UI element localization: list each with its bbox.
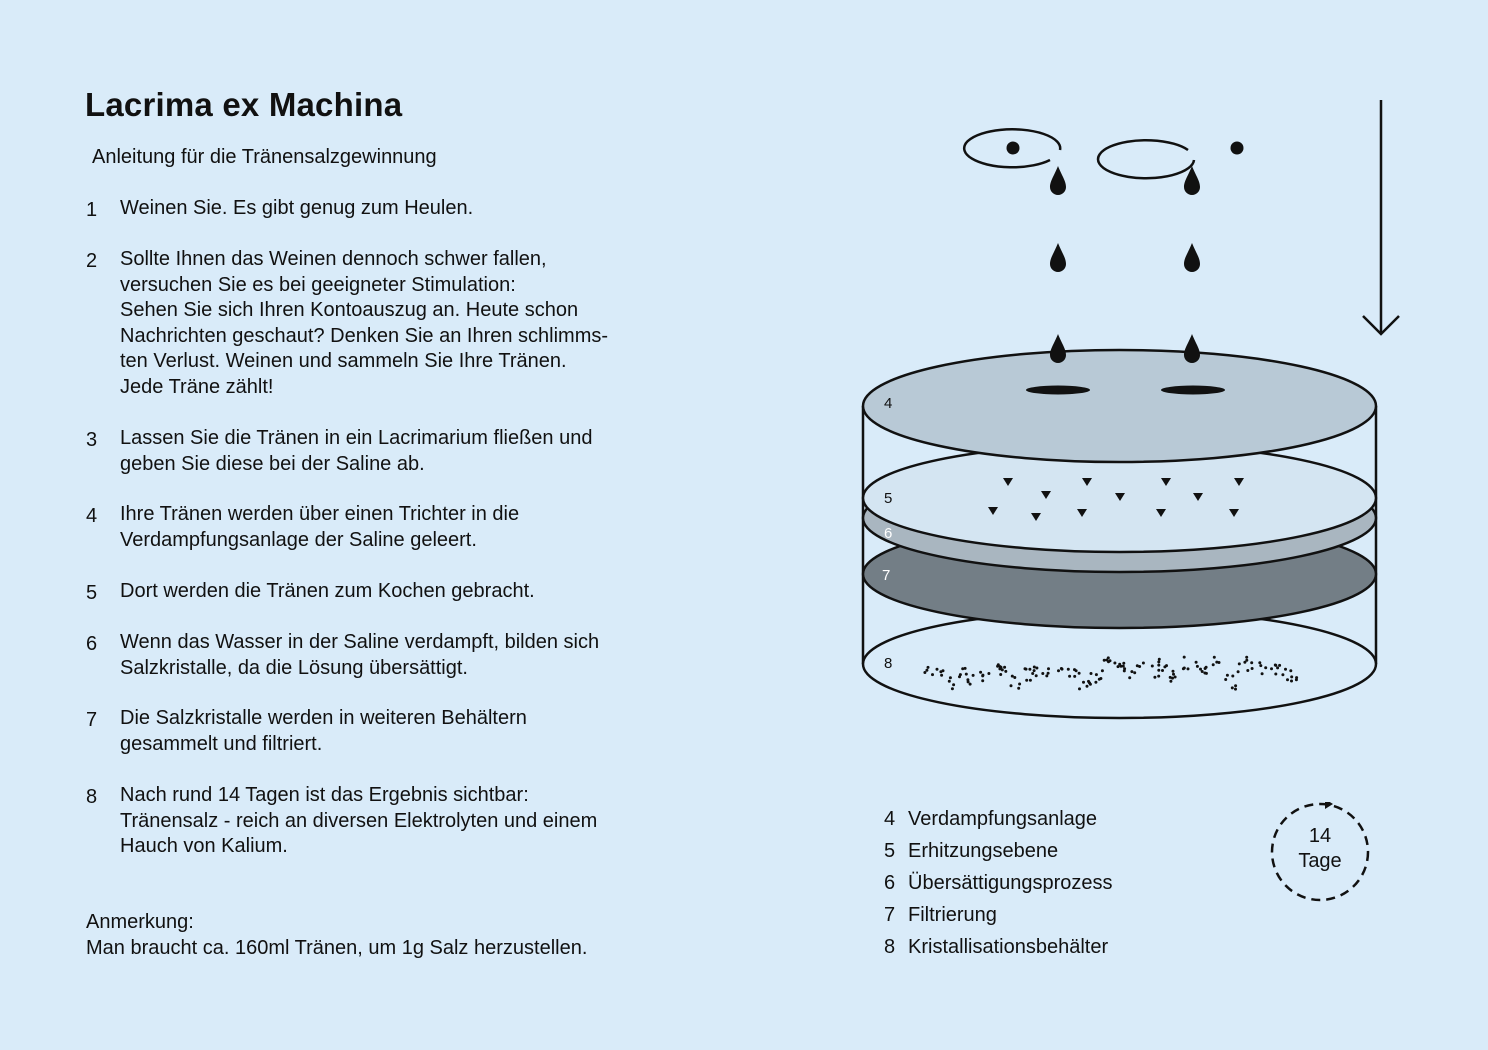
salt-crystal-dot bbox=[1171, 677, 1174, 680]
salt-crystal-dot bbox=[1078, 672, 1081, 675]
salt-crystal-dot bbox=[1136, 664, 1139, 667]
step-number: 4 bbox=[86, 505, 98, 527]
salt-crystal-dot bbox=[1201, 670, 1204, 673]
step-line: Verdampfungsanlage der Saline geleert. bbox=[120, 528, 477, 551]
cycle-label bbox=[1270, 824, 1370, 874]
salt-crystal-dot bbox=[1187, 667, 1190, 670]
step-line: Die Salzkristalle werden in weiteren Behältern bbox=[120, 707, 527, 729]
salt-crystal-dot bbox=[1024, 667, 1027, 670]
salt-crystal-dot bbox=[1060, 667, 1063, 670]
salt-crystal-dot bbox=[1122, 662, 1125, 665]
tear-drop-icon bbox=[1184, 334, 1200, 363]
step-line: versuchen Sie es bei geeigneter Stimulation: bbox=[120, 273, 516, 296]
salt-crystal-dot bbox=[958, 675, 961, 678]
salt-crystal-dot bbox=[1259, 664, 1262, 667]
salt-crystal-dot bbox=[936, 668, 939, 671]
salt-crystal-dot bbox=[948, 680, 951, 683]
salt-crystal-dot bbox=[999, 673, 1002, 676]
legend-item-4 bbox=[884, 808, 1097, 831]
salt-crystal-dot bbox=[987, 672, 990, 675]
salt-crystal-dot bbox=[1205, 666, 1208, 669]
salt-crystal-dot bbox=[1078, 687, 1081, 690]
tear-drop-icon bbox=[1184, 243, 1200, 272]
cycle-unit: Tage bbox=[1298, 850, 1342, 872]
layer-label-7: 7 bbox=[882, 567, 891, 584]
salt-crystal-dot bbox=[1105, 659, 1108, 662]
salt-crystal-dot bbox=[1163, 665, 1166, 668]
legend-item-5 bbox=[884, 840, 1058, 863]
salt-crystal-dot bbox=[1109, 659, 1112, 662]
salt-crystal-dot bbox=[952, 683, 955, 686]
salt-crystal-dot bbox=[1151, 665, 1154, 668]
step-number: 5 bbox=[86, 582, 98, 604]
salt-crystal-dot bbox=[1017, 687, 1020, 690]
salt-crystal-dot bbox=[999, 665, 1002, 668]
layer-4-verdampfungsanlage bbox=[863, 350, 1376, 462]
salt-crystal-dot bbox=[1213, 656, 1216, 659]
salt-crystal-dot bbox=[1250, 661, 1253, 664]
step-number: 7 bbox=[86, 709, 98, 731]
salt-crystal-dot bbox=[925, 669, 928, 672]
salt-crystal-dot bbox=[1276, 666, 1279, 669]
legend-number: 4 bbox=[884, 808, 896, 830]
step-line: Sehen Sie sich Ihren Kontoauszug an. Heute schon bbox=[120, 299, 579, 321]
salt-crystal-dot bbox=[1157, 675, 1160, 678]
salt-crystal-dot bbox=[949, 676, 952, 679]
salt-crystal-dot bbox=[961, 667, 964, 670]
legend-label: Erhitzungsebene bbox=[908, 840, 1059, 862]
salt-crystal-dot bbox=[1033, 666, 1036, 669]
salt-crystal-dot bbox=[1234, 688, 1237, 691]
salt-crystal-dot bbox=[1028, 668, 1031, 671]
salt-crystal-dot bbox=[1099, 677, 1102, 680]
salt-crystal-dot bbox=[1035, 674, 1038, 677]
tear-drops bbox=[1050, 166, 1200, 272]
salt-crystal-dot bbox=[940, 674, 943, 677]
step-line: Lassen Sie die Tränen in ein Lacrimarium fließen und bbox=[120, 427, 593, 449]
salt-crystal-dot bbox=[1113, 662, 1116, 665]
salt-crystal-dot bbox=[1082, 681, 1085, 684]
legend-number: 6 bbox=[884, 872, 896, 894]
layer-label-5: 5 bbox=[884, 490, 893, 507]
salt-crystal-dot bbox=[1122, 665, 1125, 668]
salt-crystal-dot bbox=[1090, 672, 1093, 675]
salt-crystal-dot bbox=[1212, 663, 1215, 666]
salt-crystal-dot bbox=[1103, 659, 1106, 662]
salt-crystal-dot bbox=[1246, 669, 1249, 672]
salt-crystal-dot bbox=[1157, 660, 1160, 663]
salt-crystal-dot bbox=[1031, 672, 1034, 675]
salt-crystal-dot bbox=[1018, 683, 1021, 686]
funnel-hole-icon bbox=[1026, 386, 1090, 395]
salt-crystal-dot bbox=[942, 669, 945, 672]
salt-crystal-dot bbox=[1234, 684, 1237, 687]
salt-crystal-dot bbox=[1089, 683, 1092, 686]
salt-crystal-dot bbox=[1169, 680, 1172, 683]
salt-crystal-dot bbox=[1095, 673, 1098, 676]
legend-label: Verdampfungsanlage bbox=[908, 808, 1098, 830]
salt-crystal-dot bbox=[1067, 668, 1070, 671]
salt-crystal-dot bbox=[1142, 662, 1145, 665]
salt-crystal-dot bbox=[1003, 666, 1006, 669]
page-title: Lacrima ex Machina bbox=[85, 86, 403, 123]
salt-crystal-dot bbox=[1047, 672, 1050, 675]
salt-crystal-dot bbox=[1029, 679, 1032, 682]
layer-label-6: 6 bbox=[884, 525, 893, 542]
salt-crystal-dot bbox=[969, 683, 972, 686]
salt-crystal-dot bbox=[1183, 667, 1186, 670]
step-line: Salzkristalle, da die Lösung übersättigt. bbox=[120, 656, 468, 679]
step-number: 3 bbox=[86, 429, 98, 451]
legend-label: Kristallisationsbehälter bbox=[908, 936, 1109, 958]
salt-crystal-dot bbox=[1226, 674, 1229, 677]
salt-crystal-dot bbox=[1087, 680, 1090, 683]
salt-crystal-dot bbox=[1295, 678, 1298, 681]
page-subtitle: Anleitung für die Tränensalzgewinnung bbox=[92, 146, 437, 168]
salt-crystal-dot bbox=[1011, 675, 1014, 678]
step-line: Nach rund 14 Tagen ist das Ergebnis sichtbar: bbox=[120, 784, 529, 806]
salt-crystal-dot bbox=[1274, 673, 1277, 676]
salt-crystal-dot bbox=[1010, 684, 1013, 687]
salt-crystal-dot bbox=[996, 665, 999, 668]
salt-crystal-dot bbox=[1157, 664, 1160, 667]
legend-item-8 bbox=[884, 936, 1108, 959]
legend-number: 5 bbox=[884, 840, 896, 862]
step-line: Dort werden die Tränen zum Kochen gebracht. bbox=[120, 580, 535, 602]
salt-crystal-dot bbox=[1251, 667, 1254, 670]
note-text: Man braucht ca. 160ml Tränen, um 1g Salz herzustellen. bbox=[86, 936, 588, 959]
step-line: Nachrichten geschaut? Denken Sie an Ihren schlimms- bbox=[120, 324, 609, 347]
salt-crystal-dot bbox=[1231, 675, 1234, 678]
salt-crystal-dot bbox=[1075, 669, 1078, 672]
salt-crystal-dot bbox=[1047, 667, 1050, 670]
tear-drop-icon bbox=[1050, 166, 1066, 195]
salt-crystal-dot bbox=[1245, 659, 1248, 662]
salt-crystal-dot bbox=[1128, 676, 1131, 679]
tear-drop-icon bbox=[1050, 334, 1066, 363]
left-eye-icon bbox=[964, 129, 1060, 167]
step-line: ten Verlust. Weinen und sammeln Sie Ihre Tränen. bbox=[120, 350, 567, 372]
step-line: Sollte Ihnen das Weinen dennoch schwer fallen, bbox=[120, 248, 547, 270]
salt-crystal-dot bbox=[1172, 673, 1175, 676]
salt-crystal-dot bbox=[1172, 670, 1175, 673]
step-line: Jede Träne zählt! bbox=[120, 375, 274, 398]
salt-crystal-dot bbox=[1123, 669, 1126, 672]
salt-crystal-dot bbox=[1057, 669, 1060, 672]
salt-crystal-dot bbox=[1025, 679, 1028, 682]
salt-crystal-dot bbox=[1045, 674, 1048, 677]
salt-crystal-dot bbox=[1068, 675, 1071, 678]
step-line: Wenn das Wasser in der Saline verdampft, bilden sich bbox=[120, 631, 600, 653]
legend-item-6 bbox=[884, 872, 1113, 895]
salt-crystal-dot bbox=[1237, 670, 1240, 673]
salt-crystal-dot bbox=[1289, 669, 1292, 672]
salt-crystal-dot bbox=[1161, 669, 1164, 672]
tear-drop-icon bbox=[1050, 243, 1066, 272]
salt-crystal-dot bbox=[1286, 678, 1289, 681]
salt-crystal-dot bbox=[1133, 671, 1136, 674]
step-line: geben Sie diese bei der Saline ab. bbox=[120, 452, 425, 475]
salt-crystal-dot bbox=[1284, 668, 1287, 671]
salt-crystal-dot bbox=[927, 666, 930, 669]
salt-crystal-dot bbox=[1174, 676, 1177, 679]
salt-crystal-dot bbox=[979, 671, 982, 674]
salt-crystal-dot bbox=[1274, 664, 1277, 667]
right-eye-icon bbox=[1098, 140, 1243, 178]
salt-crystal-dot bbox=[1041, 672, 1044, 675]
step-number: 2 bbox=[86, 250, 98, 272]
step-number: 6 bbox=[86, 633, 98, 655]
step-line: Tränensalz - reich an diversen Elektrolyten und einem bbox=[120, 809, 598, 832]
salt-crystal-dot bbox=[1196, 665, 1199, 668]
step-line: gesammelt und filtriert. bbox=[120, 732, 323, 755]
salt-crystal-dot bbox=[1183, 656, 1186, 659]
step-line: Weinen Sie. Es gibt genug zum Heulen. bbox=[120, 197, 474, 219]
step-number: 1 bbox=[86, 199, 98, 221]
salt-crystal-dot bbox=[1278, 664, 1281, 667]
salt-crystal-dot bbox=[1101, 669, 1104, 672]
salt-crystal-dot bbox=[1245, 656, 1248, 659]
layer-label-8: 8 bbox=[884, 655, 893, 672]
legend-label: Übersättigungsprozess bbox=[908, 872, 1113, 894]
salt-crystal-dot bbox=[981, 679, 984, 682]
salt-crystal-dot bbox=[1035, 667, 1038, 670]
salt-crystal-dot bbox=[981, 674, 984, 677]
salt-crystal-dot bbox=[1158, 658, 1161, 661]
salt-crystal-dot bbox=[1264, 666, 1267, 669]
salt-crystal-dot bbox=[1086, 685, 1089, 688]
step-number: 8 bbox=[86, 786, 98, 808]
step-line: Ihre Tränen werden über einen Trichter in die bbox=[120, 503, 520, 525]
salt-crystal-dot bbox=[1157, 669, 1160, 672]
salt-crystal-dot bbox=[1033, 669, 1036, 672]
down-arrow-icon bbox=[1363, 100, 1399, 334]
salt-crystal-dot bbox=[931, 673, 934, 676]
salt-crystal-dot bbox=[1290, 680, 1293, 683]
funnel-hole-icon bbox=[1161, 386, 1225, 395]
legend-number: 7 bbox=[884, 904, 896, 926]
salt-crystal-dot bbox=[1130, 670, 1133, 673]
salt-crystal-dot bbox=[1224, 678, 1227, 681]
salt-crystal-dot bbox=[1290, 675, 1293, 678]
salt-crystal-dot bbox=[951, 687, 954, 690]
step-line: Hauch von Kalium. bbox=[120, 835, 288, 857]
salt-crystal-dot bbox=[1238, 662, 1241, 665]
salt-crystal-dot bbox=[1073, 675, 1076, 678]
salt-crystal-dot bbox=[1231, 686, 1234, 689]
salt-crystal-dot bbox=[1281, 673, 1284, 676]
legend-number: 8 bbox=[884, 936, 896, 958]
legend-item-7 bbox=[884, 904, 997, 927]
salt-crystal-dot bbox=[1195, 661, 1198, 664]
salt-crystal-dot bbox=[972, 674, 975, 677]
salt-crystal-dot bbox=[1258, 661, 1261, 664]
legend-label: Filtrierung bbox=[908, 904, 997, 926]
salt-crystal-dot bbox=[965, 673, 968, 676]
salt-crystal-dot bbox=[1153, 676, 1156, 679]
salt-crystal-dot bbox=[1004, 670, 1007, 673]
layer-label-4: 4 bbox=[884, 395, 893, 412]
salt-crystal-dot bbox=[1118, 663, 1121, 666]
salt-crystal-dot bbox=[1215, 661, 1218, 664]
salt-crystal-dot bbox=[1270, 667, 1273, 670]
note-heading: Anmerkung: bbox=[86, 911, 194, 933]
salt-crystal-dot bbox=[1094, 681, 1097, 684]
salt-crystal-dot bbox=[966, 678, 969, 681]
salt-crystal-dot bbox=[1261, 672, 1264, 675]
cycle-number: 14 bbox=[1308, 825, 1332, 847]
salt-crystal-dot bbox=[1205, 672, 1208, 675]
